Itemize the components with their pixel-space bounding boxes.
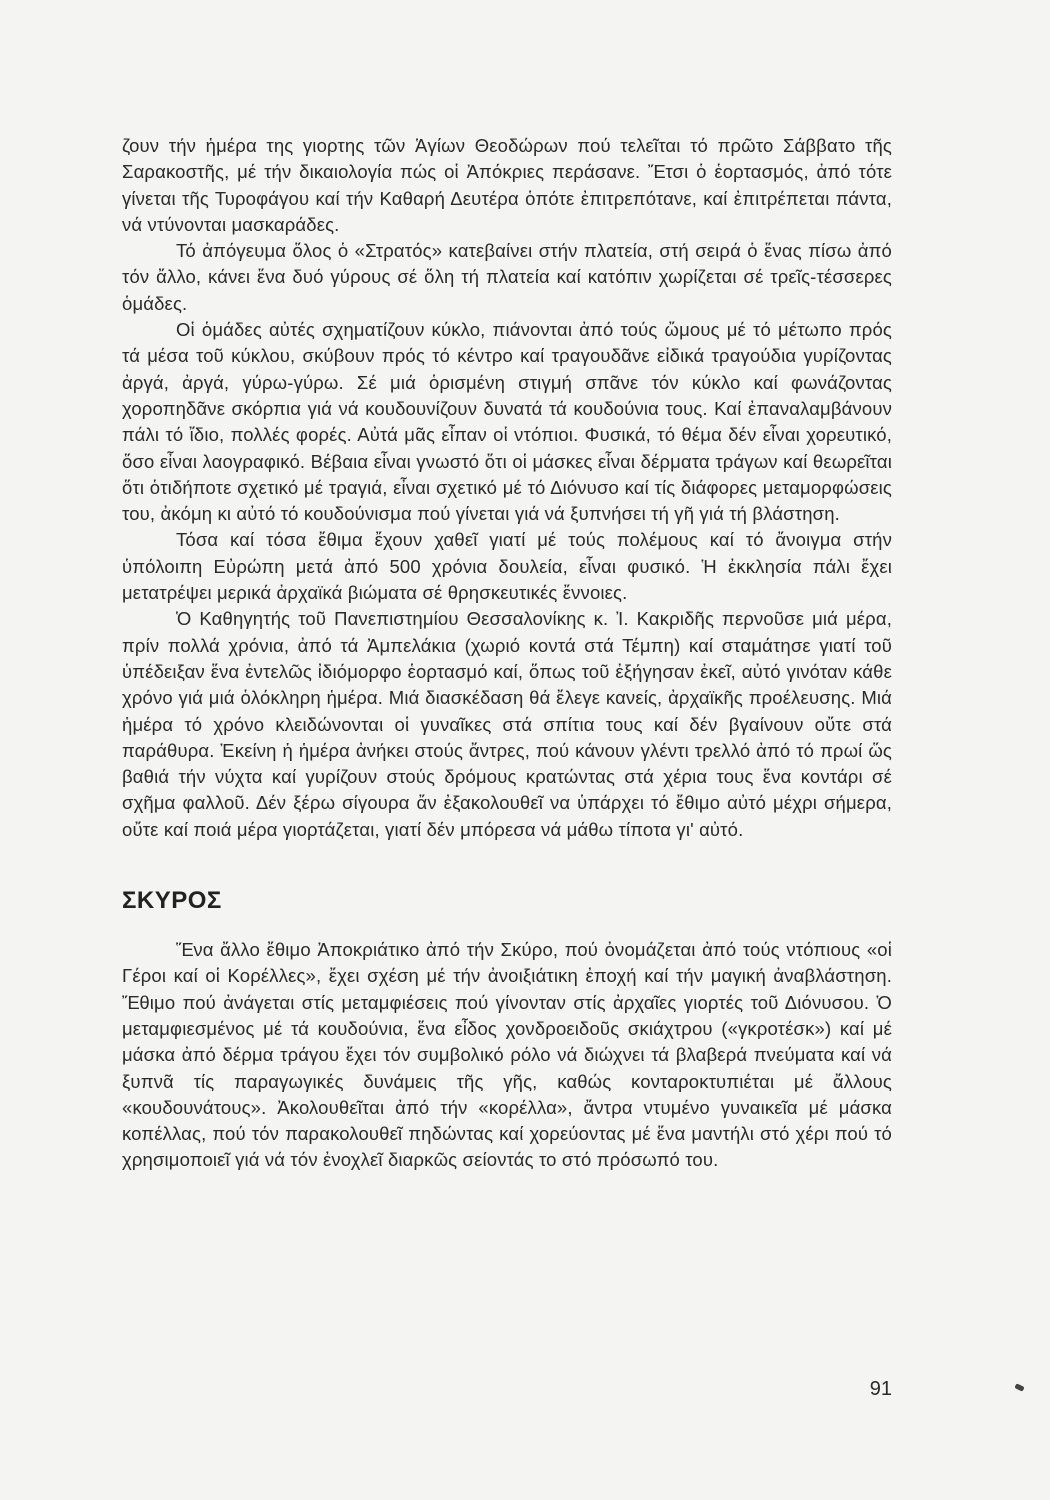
paragraph-stratos: Τό ἀπόγευμα ὅλος ὁ «Στρατός» κατεβαίνει στήν πλατεία, στή σειρά ὁ ἕνας πίσω ἀπό τόν ἄλλο, κάνει ἕνα δυό γύρους σέ ὅλη τή πλατεία καί κατόπιν χωρίζεται σέ τρεῖς-τέσσερες ὁμάδες. [122, 240, 892, 314]
section-title-skyros: ΣΚΥΡΟΣ [122, 887, 222, 915]
paragraph-continuation: ζουν τήν ἡμέρα της γιορτης τῶν Ἁγίων Θεοδώρων πού τελεῖται τό πρῶτο Σάββατο τῆς Σαρακοστῆς, μέ τήν δικαιολογία πώς οἱ Ἀπόκριες περάσανε. Ἔτσι ὁ ἑορτασμός, ἀπό τότε γίνεται τῆς Τυροφάγου καί τήν Καθαρή Δευτέρα ὁπότε ἐπιτρεπότανε, καί ἐπιτρέπεται πάντα, νά ντύνονται μασκαράδες. [122, 135, 892, 235]
page-body [122, 133, 892, 1174]
paragraph-groups: Οἱ ὁμάδες αὐτές σχηματίζουν κύκλο, πιάνονται ἀπό τούς ὤμους μέ τό μέτωπο πρός τά μέσα τοῦ κύκλου, σκύβουν πρός τό κέντρο καί τραγουδᾶνε εἰδικά τραγούδια γυρίζοντας ἀργά, ἀργά, γύρω-γύρω. Σέ μιά ὁρισμένη στιγμή σπᾶνε τόν κύκλο καί φωνάζοντας χοροπηδᾶνε σκόρπια γιά νά κουδουνίζουν δυνατά τά κουδούνια τους. Καί ἐπαναλαμβάνουν πάλι τό ἴδιο, πολλές φορές. Αὐτά μᾶς εἶπαν οἱ ντόπιοι. Φυσικά, τό θέμα δέν εἶναι χορευτικό, ὅσο εἶναι λαογραφικό. Βέβαια εἶναι γνωστό ὅτι οἱ μάσκες εἶναι δέρματα τράγων καί θεωρεῖται ὅτι ὁτιδήποτε σχετικό μέ τραγιά, εἶναι σχετικό μέ τό Διόνυσο καί τίς διάφορες μεταμορφώσεις του, ἀκόμη κι αὐτό τό κουδούνισμα πού γίνεται γιά νά ξυπνήσει τή γῆ γιά τή βλάστηση. [122, 319, 892, 525]
scan-speck [1014, 1383, 1024, 1391]
paragraph-skyros: Ἕνα ἄλλο ἔθιμο Ἀποκριάτικο ἀπό τήν Σκύρο, πού ὀνομάζεται ἀπό τούς ντόπιους «οἱ Γέροι καί οἱ Κορέλλες», ἔχει σχέση μέ τήν ἀνοιξιάτικη ἐποχή καί τήν μαγική ἀναβλάστηση. Ἔθιμο πού ἀνάγεται στίς μεταμφιέσεις πού γίνονταν στίς ἀρχαῖες γιορτές τοῦ Διόνυσου. Ὁ μεταμφιεσμένος μέ τά κουδούνια, ἕνα εἶδος χονδροειδοῦς σκιάχτρου («γκροτέσκ») καί μέ μάσκα ἀπό δέρμα τράγου ἔχει τόν συμβολικό ρόλο νά διώχνει τά βλαβερά πνεύματα καί νά ξυπνᾶ τίς παραγωγικές δυνάμεις τῆς γῆς, καθώς κονταροκτυπιέται μέ ἄλλους «κουδουνάτους». Ἀκολουθεῖται ἀπό τήν «κορέλλα», ἄντρα ντυμένο γυναικεῖα μέ μάσκα κοπέλλας, πού τόν παρακολουθεῖ πηδώντας καί χορεύοντας μέ ἕνα μαντήλι στό χέρι πού τό χρησιμοποιεῖ γιά νά τόν ἐνοχλεῖ διαρκῶς σείοντάς το στό πρόσωπό του. [122, 939, 892, 1171]
paragraph-ampelakia: Ὁ Καθηγητής τοῦ Πανεπιστημίου Θεσσαλονίκης κ. Ἰ. Κακριδῆς περνοῦσε μιά μέρα, πρίν πολλά χρόνια, ἀπό τά Ἀμπελάκια (χωριό κοντά στά Τέμπη) καί σταμάτησε γιατί τοῦ ὑπέδειξαν ἕνα ἐντελῶς ἰδιόμορφο ἑορτασμό καί, ὅπως τοῦ ἐξήγησαν ἐκεῖ, αὐτό γινόταν κάθε χρόνο γιά μιά ὁλόκληρη ἡμέρα. Μιά διασκέδαση θά ἔλεγε κανείς, ἀρχαϊκῆς προέλευσης. Μιά ἡμέρα τό χρόνο κλειδώνονται οἱ γυναῖκες στά σπίτια τους καί δέν βγαίνουν οὔτε στά παράθυρα. Ἐκείνη ἡ ἡμέρα ἀνήκει στούς ἄντρες, πού κάνουν γλέντι τρελλό ἀπό τό πρωί ὥς βαθιά τήν νύχτα καί γυρίζουν στούς δρόμους κρατώντας στά χέρια τους ἕνα κοντάρι σέ σχῆμα φαλλοῦ. Δέν ξέρω σίγουρα ἄν ἐξακολουθεῖ να ὑπάρχει τό ἔθιμο αὐτό μέχρι σήμερα, οὔτε καί ποιά μέρα γιορτάζεται, γιατί δέν μπόρεσα νά μάθω τίποτα γι' αὐτό. [122, 608, 892, 840]
paragraph-lost-customs: Τόσα καί τόσα ἔθιμα ἔχουν χαθεῖ γιατί μέ τούς πολέμους καί τό ἄνοιγμα στήν ὑπόλοιπη Εὐρώπη μετά ἀπό 500 χρόνια δουλεία, εἶναι φυσικό. Ἡ ἐκκλησία πάλι ἔχει μετατρέψει μερικά ἀρχαϊκά βιώματα σέ θρησκευτικές ἔννοιες. [122, 529, 892, 604]
page-number: 91 [869, 1378, 892, 1400]
